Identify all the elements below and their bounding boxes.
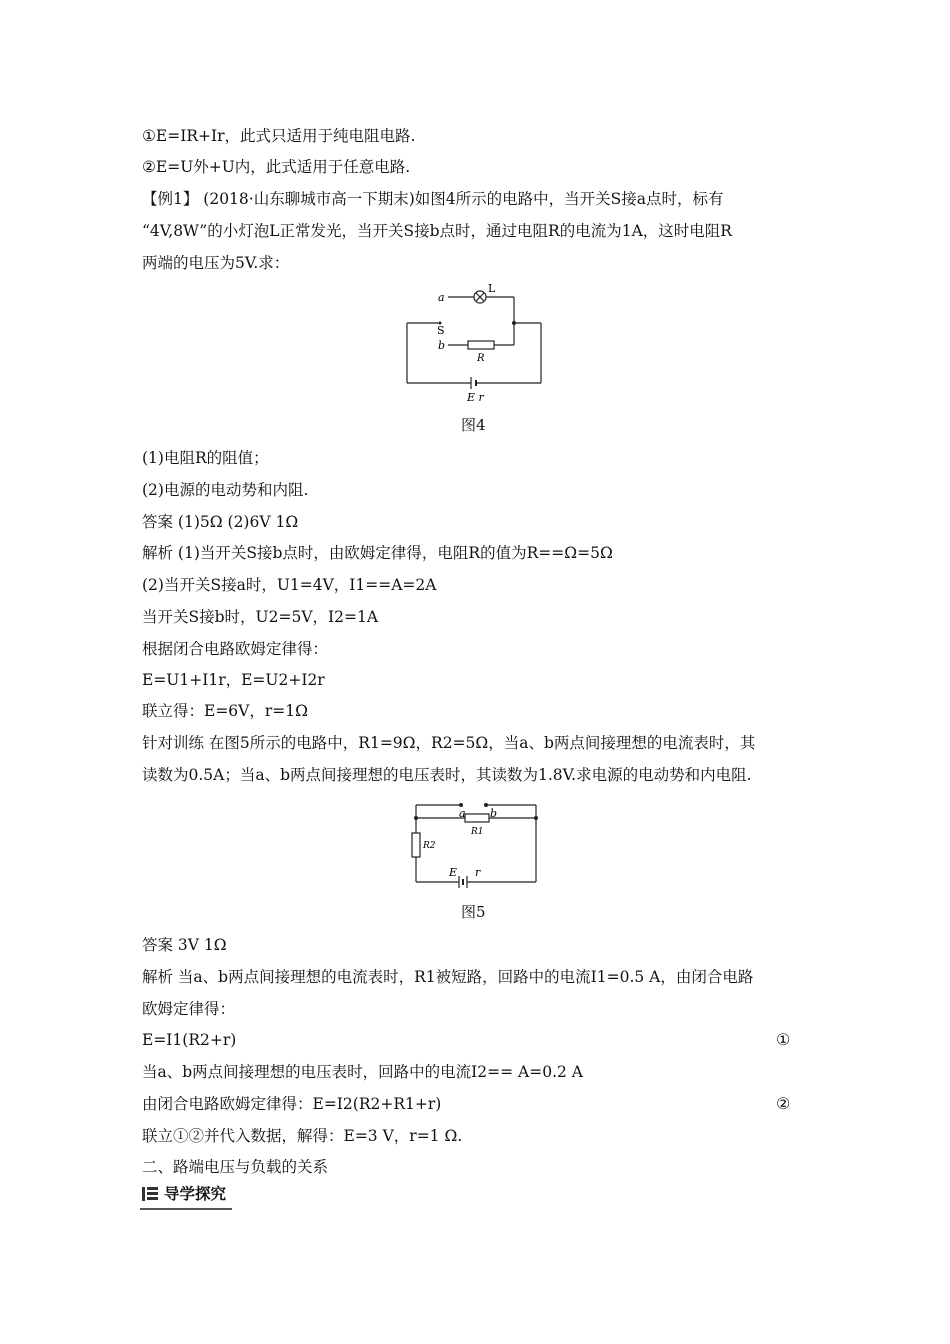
section-title: 导学探究 [164, 1185, 227, 1203]
question-2: (2)电源的电动势和内阻. [142, 481, 309, 499]
label-r: r [475, 866, 481, 879]
label-a: a [438, 291, 445, 304]
solution-line: (2)当开关S接a时，U1=4V，I1==A=2A [142, 576, 437, 594]
example-heading: 【例1】 (2018·山东聊城市高一下期末)如图4所示的电路中，当开关S接a点时，标有 [142, 190, 724, 208]
figure-5-caption: 图5 [461, 903, 486, 921]
equation-line: E=U1+I1r，E=U2+I2r [142, 671, 325, 689]
label-E: E [449, 866, 458, 879]
text-line: 读数为0.5A；当a、b两点间接理想的电压表时，其读数为1.8V.求电源的电动势和内电阻. [142, 766, 752, 784]
figure-4-caption: 图4 [461, 416, 486, 434]
label-Er: E r [467, 391, 484, 404]
section-heading: 二、路端电压与负载的关系 [142, 1158, 329, 1176]
answer-line: 答案 (1)5Ω (2)6V 1Ω [142, 513, 299, 531]
equation-line: 由闭合电路欧姆定律得：E=I2(R2+R1+r) [142, 1095, 442, 1113]
label-a: a [459, 807, 466, 820]
equation-number: ② [776, 1094, 791, 1113]
practice-heading: 针对训练 在图5所示的电路中，R1=9Ω，R2=5Ω，当a、b两点间接理想的电流表时，其 [142, 734, 756, 752]
conclusion-line: 联立①②并代入数据，解得：E=3 V，r=1 Ω. [142, 1127, 463, 1145]
text-line: ②E=U外+U内，此式适用于任意电路. [142, 158, 411, 176]
text-line: 欧姆定律得： [142, 1000, 236, 1018]
label-b: b [438, 339, 446, 352]
text-line: 两端的电压为5V.求： [142, 254, 290, 272]
solution-line: 解析 (1)当开关S接b点时，由欧姆定律得，电阻R的值为R==Ω=5Ω [142, 544, 613, 562]
solution-line: 解析 当a、b两点间接理想的电流表时，R1被短路，回路中的电流I1=0.5 A，由闭合电路 [142, 968, 754, 986]
label-R1: R1 [471, 827, 484, 837]
solution-line: 根据闭合电路欧姆定律得： [142, 640, 329, 658]
label-L: L [488, 282, 496, 295]
text-line: “4V,8W”的小灯泡L正常发光，当开关S接b点时，通过电阻R的电流为1A，这时电阻R [142, 222, 732, 240]
solution-line: 当开关S接b时，U2=5V，I2=1A [142, 608, 379, 626]
list-icon [142, 1187, 158, 1201]
solution-line: 当a、b两点间接理想的电压表时，回路中的电流I2== A=0.2 A [142, 1063, 584, 1081]
equation-line: 联立得：E=6V，r=1Ω [142, 702, 308, 720]
label-R: R [477, 353, 485, 364]
label-b: b [490, 807, 498, 820]
figure-5-circuit [405, 794, 545, 890]
answer-line: 答案 3V 1Ω [142, 936, 227, 954]
label-R2: R2 [423, 841, 436, 851]
text-line: ①E=IR+Ir，此式只适用于纯电阻电路. [142, 127, 416, 145]
figure-4-circuit [400, 282, 550, 404]
guided-inquiry-header [140, 1184, 232, 1210]
equation-line: E=I1(R2+r) [142, 1031, 237, 1049]
equation-number: ① [776, 1030, 791, 1049]
label-S: S [437, 324, 445, 337]
divider [140, 1208, 232, 1210]
question-1: (1)电阻R的阻值； [142, 449, 269, 467]
